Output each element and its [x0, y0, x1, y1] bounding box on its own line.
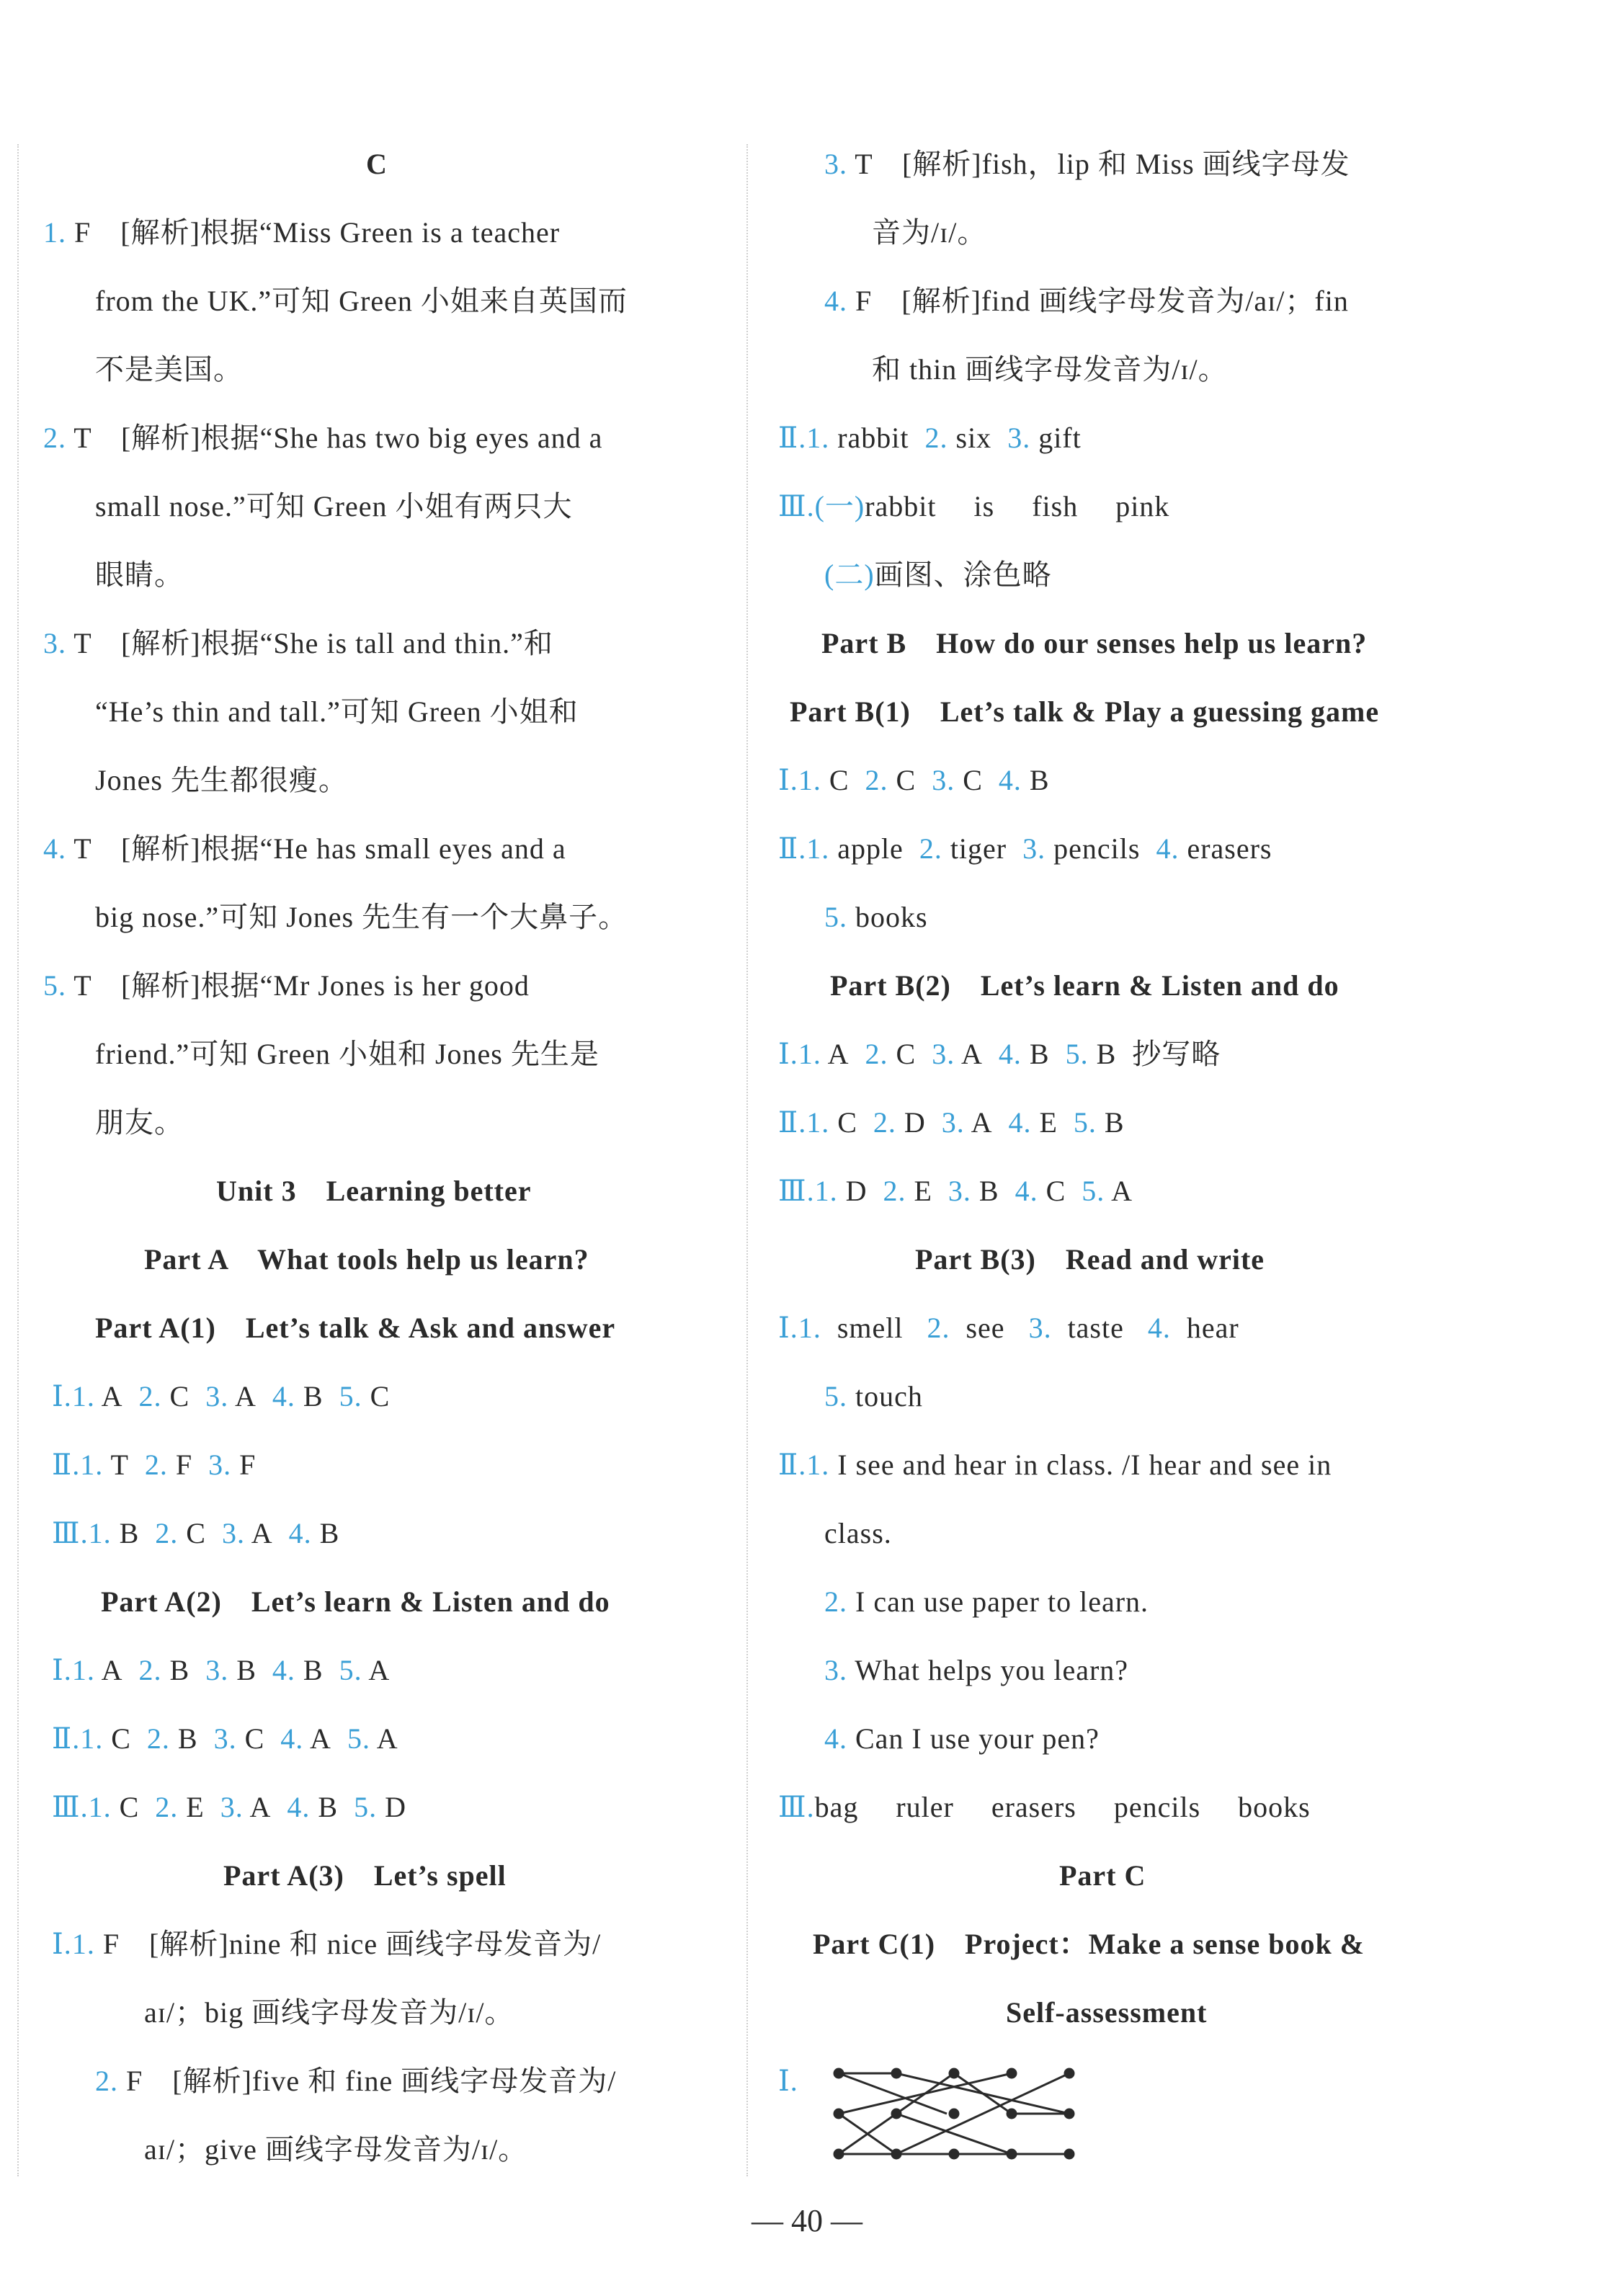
answer-c5: 5. T [解析]根据“Mr Jones is her good: [43, 969, 530, 1002]
answer-c3-cont: “He’s thin and tall.”可知 Green 小姐和: [95, 695, 579, 728]
answer-r3-cont: 音为/ɪ/。: [872, 216, 987, 249]
a3-answer-1: Ⅰ.1. F [解析]nine 和 nice 画线字母发音为/: [52, 1928, 602, 1960]
part-c1-title: Part C(1) Project：Make a sense book &: [813, 1928, 1365, 1960]
b1-row-i: Ⅰ.1. C 2. C 3. C 4. B: [778, 764, 1050, 796]
part-a1-title: Part A(1) Let’s talk & Ask and answer: [95, 1312, 616, 1344]
answer-c3-cont: Jones 先生都很瘦。: [95, 764, 348, 796]
answer-c5-cont: 朋友。: [95, 1106, 184, 1139]
a3-answer-1-cont: aɪ/；big 画线字母发音为/ɪ/。: [144, 1996, 514, 2029]
b3-row-ii-1-cont: class.: [824, 1517, 892, 1549]
answer-c2-cont: 眼睛。: [95, 559, 184, 591]
answer-r4: 4. F [解析]find 画线字母发音为/aɪ/；fin: [824, 285, 1349, 317]
part-c-title: Part C: [1059, 1859, 1146, 1892]
answer-r3: 3. T [解析]fish，lip 和 Miss 画线字母发: [824, 148, 1350, 180]
answer-r4-cont: 和 thin 画线字母发音为/ɪ/。: [872, 353, 1228, 386]
column-divider: [746, 144, 748, 2176]
answer-c3: 3. T [解析]根据“She is tall and thin.”和: [43, 627, 553, 659]
unit-title: Unit 3 Learning better: [216, 1175, 532, 1207]
b3-row-i-cont: 5. touch: [824, 1380, 923, 1412]
answer-c5-cont: friend.”可知 Green 小姐和 Jones 先生是: [95, 1038, 599, 1070]
part-b3-title: Part B(3) Read and write: [915, 1243, 1265, 1276]
part-a-title: Part A What tools help us learn?: [144, 1243, 589, 1276]
part-b2-title: Part B(2) Let’s learn & Listen and do: [830, 969, 1339, 1002]
answer-c1-cont: from the UK.”可知 Green 小姐来自英国而: [95, 285, 628, 317]
a2-row-1: Ⅰ.1. A 2. B 3. B 4. B 5. A: [52, 1654, 391, 1686]
answer-c1-cont: 不是美国。: [95, 353, 243, 386]
a1-row-1: Ⅰ.1. A 2. C 3. A 4. B 5. C: [52, 1380, 391, 1412]
b3-row-ii-3: 3. What helps you learn?: [824, 1654, 1129, 1686]
answer-c4: 4. T [解析]根据“He has small eyes and a: [43, 832, 566, 865]
b1-row-ii-cont: 5. books: [824, 901, 928, 933]
b1-row-ii: Ⅱ.1. apple 2. tiger 3. pencils 4. erasers: [778, 832, 1272, 865]
answer-r-ii: Ⅱ.1. rabbit 2. six 3. gift: [778, 422, 1082, 454]
a1-row-3: Ⅲ.1. B 2. C 3. A 4. B: [52, 1517, 340, 1549]
b3-row-iii: Ⅲ.bag ruler erasers pencils books: [778, 1791, 1311, 1823]
part-b-title: Part B How do our senses help us learn?: [821, 627, 1368, 659]
section-heading-c: C: [366, 148, 388, 180]
b3-row-ii-2: 2. I can use paper to learn.: [824, 1585, 1149, 1618]
answer-c4-cont: big nose.”可知 Jones 先生有一个大鼻子。: [95, 901, 628, 933]
a2-row-3: Ⅲ.1. C 2. E 3. A 4. B 5. D: [52, 1791, 406, 1823]
part-a2-title: Part A(2) Let’s learn & Listen and do: [101, 1585, 610, 1618]
page-number: — 40 —: [752, 2203, 862, 2238]
b3-row-ii-4: 4. Can I use your pen?: [824, 1722, 1100, 1755]
a1-row-2: Ⅱ.1. T 2. F 3. F: [52, 1449, 257, 1481]
left-margin-rule: [17, 144, 19, 2176]
matching-lines-diagram: [824, 2065, 1098, 2180]
answer-r-iii-2: (二)画图、涂色略: [824, 559, 1052, 591]
a2-row-2: Ⅱ.1. C 2. B 3. C 4. A 5. A: [52, 1722, 398, 1755]
b2-row-1: Ⅰ.1. A 2. C 3. A 4. B 5. B 抄写略: [778, 1038, 1221, 1070]
answer-c2: 2. T [解析]根据“She has two big eyes and a: [43, 422, 603, 454]
a3-answer-2-cont: aɪ/；give 画线字母发音为/ɪ/。: [144, 2133, 528, 2166]
part-c1-title-2: Self-assessment: [1006, 1996, 1208, 2029]
answer-c2-cont: small nose.”可知 Green 小姐有两只大: [95, 490, 573, 522]
b2-row-3: Ⅲ.1. D 2. E 3. B 4. C 5. A: [778, 1175, 1133, 1207]
a3-answer-2: 2. F [解析]five 和 fine 画线字母发音为/: [95, 2065, 617, 2097]
part-b1-title: Part B(1) Let’s talk & Play a guessing game: [790, 695, 1380, 728]
b2-row-2: Ⅱ.1. C 2. D 3. A 4. E 5. B: [778, 1106, 1125, 1139]
part-a3-title: Part A(3) Let’s spell: [223, 1859, 507, 1892]
answer-r-iii: Ⅲ.(一)rabbit is fish pink: [778, 490, 1170, 522]
c1-row-i: Ⅰ.: [778, 2065, 798, 2097]
b3-row-ii-1: Ⅱ.1. I see and hear in class. /I hear and see in: [778, 1449, 1332, 1481]
answer-c1: 1. F [解析]根据“Miss Green is a teacher: [43, 216, 561, 249]
b3-row-i: Ⅰ.1. smell 2. see 3. taste 4. hear: [778, 1312, 1239, 1344]
